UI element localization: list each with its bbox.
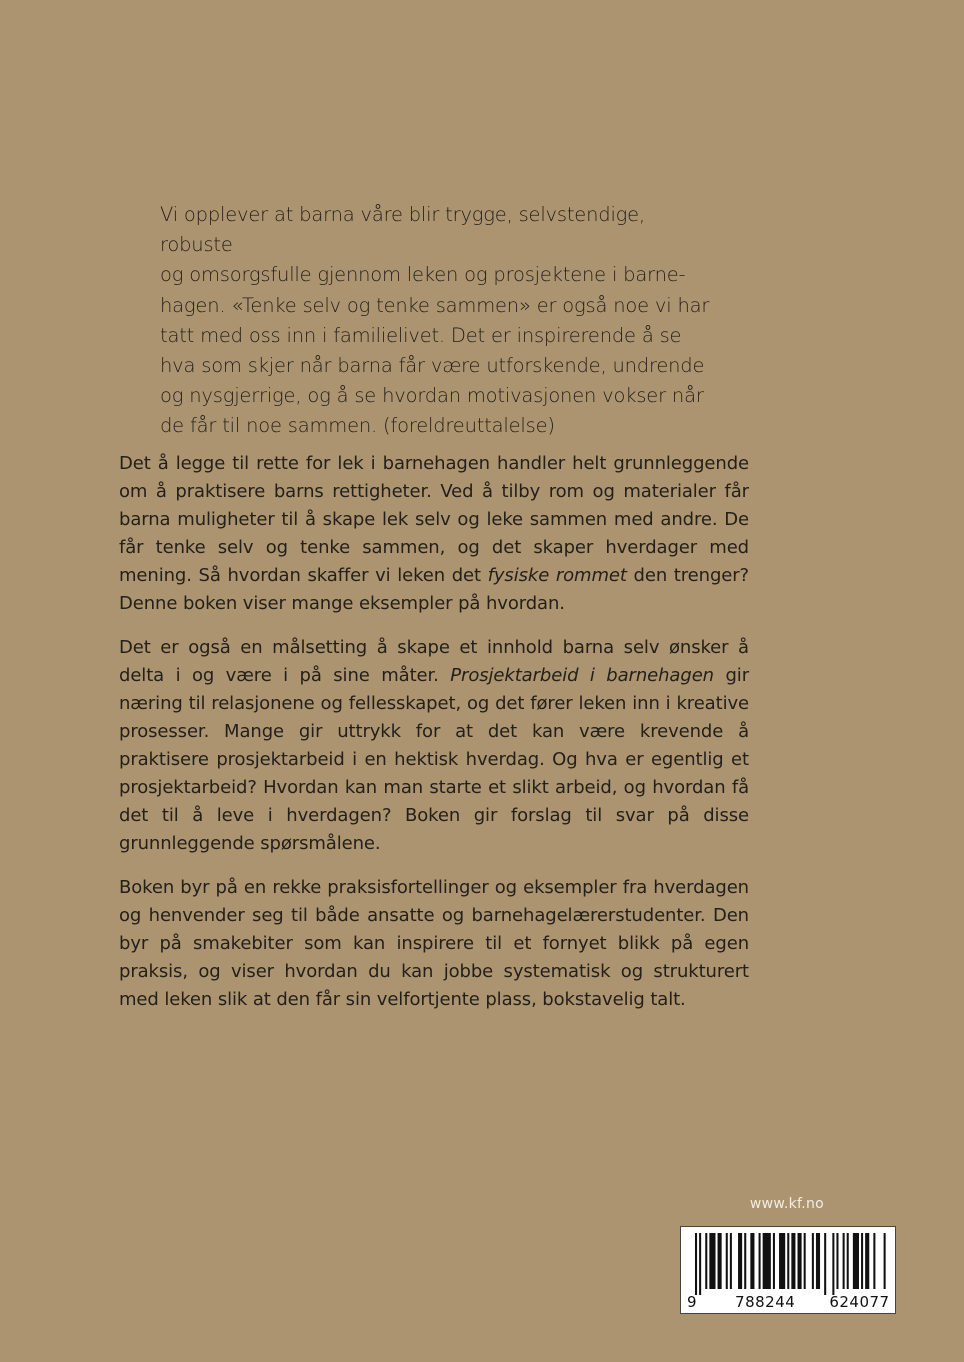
barcode-bar (787, 1233, 789, 1289)
quote-line: og omsorgsfulle gjennom leken og prosjektene i barne- (160, 263, 686, 287)
barcode-bar (853, 1233, 859, 1289)
paragraph-2-text-a: Det er også en målsetting å skape et innhold barna selv ønsker å delta i og være i på sine måter. (119, 637, 749, 686)
barcode-bar (744, 1233, 746, 1289)
barcode-bar (726, 1233, 728, 1289)
paragraph-2 (119, 634, 749, 858)
barcode-bar (791, 1233, 795, 1289)
quote-line: tatt med oss inn i familielivet. Det er inspirerende å se (160, 323, 682, 347)
barcode-bar (832, 1233, 834, 1295)
paragraph-1-italic: fysiske rommet (487, 565, 627, 586)
barcode-bar (816, 1233, 820, 1289)
barcode-bar (843, 1233, 845, 1289)
quote-line: de får til noe sammen. (foreldreuttalelse) (160, 414, 555, 438)
barcode-bar (804, 1233, 806, 1289)
paragraph-1-text-b: den trenger? Denne boken viser mange eksempler på hvordan. (119, 565, 749, 614)
barcode-group-right: 624077 (829, 1293, 890, 1311)
barcode-bar (759, 1233, 761, 1289)
barcode-group-left: 788244 (735, 1293, 796, 1311)
barcode-bar (705, 1233, 707, 1289)
barcode-bar (695, 1233, 697, 1295)
isbn-barcode (680, 1226, 896, 1314)
barcode-bar (718, 1233, 722, 1289)
barcode-bar (750, 1233, 754, 1289)
barcode-bar (865, 1233, 869, 1289)
description-text (119, 450, 749, 1030)
paragraph-1-text-a: Det å legge til rette for lek i barnehagen handler helt grunnleggende om å praktisere barns rettigheter. Ved å tilby rom og materialer får barna muligheter til å skape lek selv og leke sammen med andre. De får tenke selv og tenke sammen, og det skaper hverdager med mening. Så hvordan skaffer vi leken det (119, 453, 749, 586)
quote-line: Vi opplever at barna våre blir trygge, selvstendige, robuste (160, 203, 645, 257)
barcode-bar (763, 1233, 771, 1289)
barcode-bar (730, 1233, 732, 1289)
barcode-bar (773, 1233, 775, 1289)
paragraph-1 (119, 450, 749, 618)
barcode-bar (884, 1233, 886, 1289)
paragraph-2-italic: Prosjektarbeid i barnehagen (450, 665, 714, 686)
barcode-digit-first: 9 (687, 1293, 698, 1311)
barcode-bar (738, 1233, 742, 1289)
intro-quote (160, 200, 720, 442)
paragraph-2-text-b: gir næring til relasjonene og fellesskapet, og det fører leken inn i kreative prosesser. Mange gir uttrykk for at det kan være krevende å praktisere prosjektarbeid i en hektisk hverdag. Og hva er egentlig et prosjektarbeid? Hvordan kan man starte et slikt arbeid, og hvordan få det til å leve i hverdagen? Boken gir forslag til svar på disse grunnleggende spørsmålene. (119, 665, 749, 854)
barcode-bar (699, 1233, 701, 1295)
barcode-bar (709, 1233, 715, 1289)
barcode-bar (779, 1233, 785, 1289)
quote-line: hva som skjer når barna får være utforskende, undrende (160, 354, 705, 378)
barcode-bar (798, 1233, 802, 1289)
barcode-bar (836, 1233, 838, 1289)
barcode-bar (861, 1233, 863, 1289)
publisher-website: www.kf.no (749, 1196, 824, 1212)
paragraph-3: Boken byr på en rekke praksisfortellinger og eksempler fra hverdagen og henvender seg til både ansatte og barnehagelærerstudenter. Den byr på smakebiter som kan inspirere til et fornyet blikk på egen praksis, og viser hvordan du kan jobbe systematisk og strukturert med leken slik at den får sin velfortjente plass, bokstavelig talt. (119, 877, 749, 1010)
quote-line: hagen. «Tenke selv og tenke sammen» er også noe vi har (160, 293, 710, 317)
barcode-bar (847, 1233, 849, 1289)
barcode-bar (812, 1233, 814, 1289)
barcode-bar (873, 1233, 875, 1289)
barcode-bar (824, 1233, 826, 1295)
barcode-digits (687, 1293, 889, 1311)
quote-line: og nysgjerrige, og å se hvordan motivasjonen vokser når (160, 384, 704, 408)
